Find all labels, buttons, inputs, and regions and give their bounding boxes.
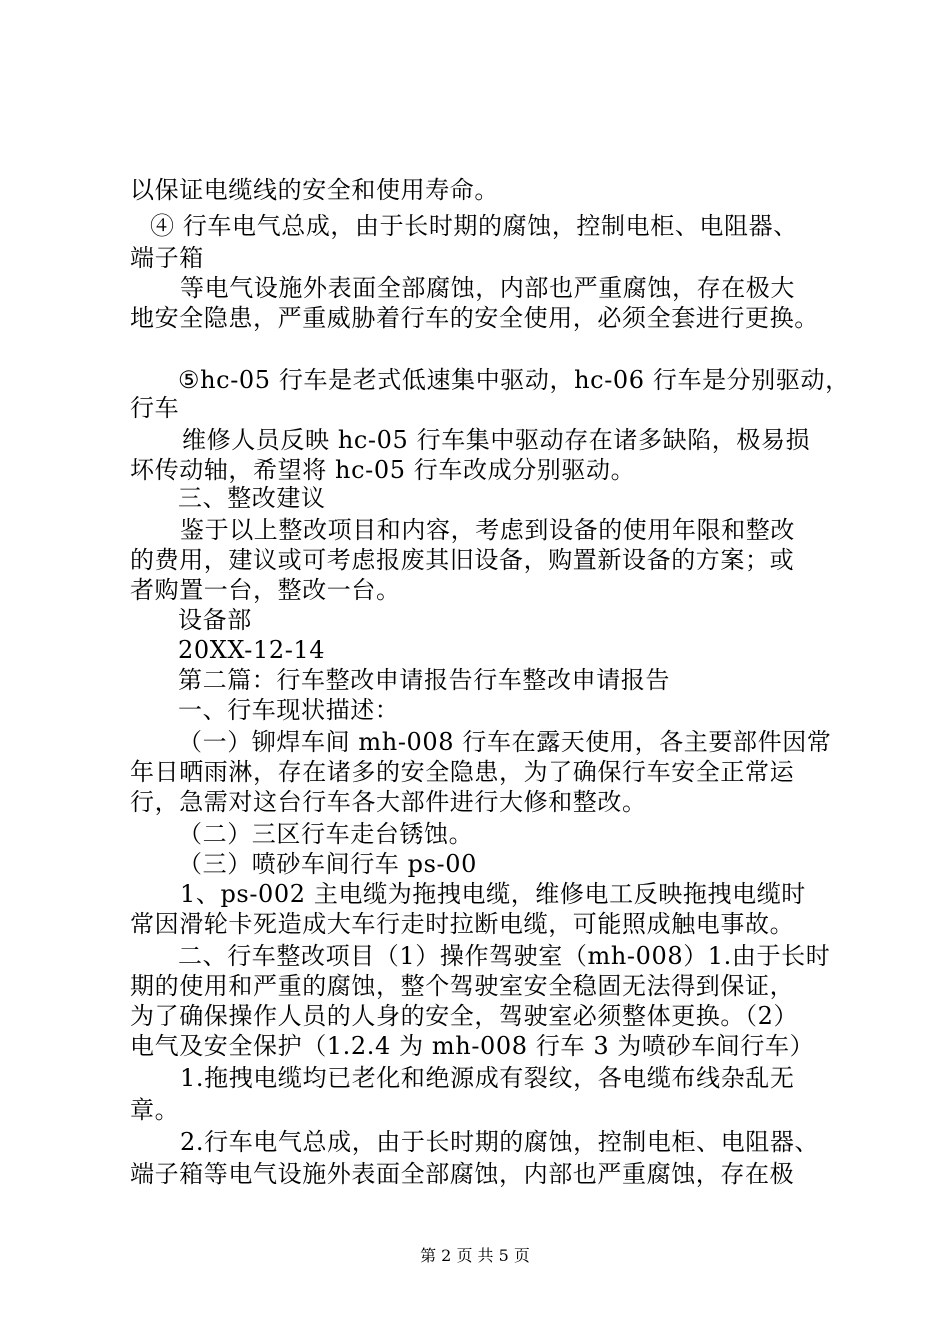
text-line: 端子箱 [130, 244, 204, 272]
text-line: （三）喷砂车间行车 ps-00 [178, 850, 477, 878]
text-line: ④ 行车电气总成，由于长时期的腐蚀，控制电柜、电阻器、 [150, 212, 798, 240]
text-line: 行，急需对这台行车各大部件进行大修和整改。 [130, 788, 647, 816]
text-line: 坏传动轴，希望将 hc-05 行车改成分别驱动。 [130, 456, 636, 484]
text-line: 二、行车整改项目（1）操作驾驶室（mh-008）1.由于长时 [178, 942, 831, 970]
section-heading: 三、整改建议 [178, 484, 326, 512]
text-line: 维修人员反映 hc-05 行车集中驱动存在诸多缺陷，极易损 [182, 426, 811, 454]
text-line: 1、ps-002 主电缆为拖拽电缆，维修电工反映拖拽电缆时 [180, 880, 806, 908]
signature-department: 设备部 [178, 606, 252, 634]
text-line: 电气及安全保护（1.2.4 为 mh-008 行车 3 为喷砂车间行车） [130, 1032, 815, 1060]
section-heading: 一、行车现状描述： [178, 696, 400, 724]
text-line: 的费用，建议或可考虑报废其旧设备，购置新设备的方案；或 [130, 546, 795, 574]
text-line: 地安全隐患，严重威胁着行车的安全使用，必须全套进行更换。 [130, 304, 819, 332]
text-line: 以保证电缆线的安全和使用寿命。 [130, 176, 499, 204]
text-line: 者购置一台，整改一台。 [130, 576, 401, 604]
text-line: 行车 [130, 394, 180, 422]
text-line: 章。 [130, 1096, 180, 1124]
text-line: 2.行车电气总成，由于长时期的腐蚀，控制电柜、电阻器、 [180, 1128, 820, 1156]
text-line: ⑤hc-05 行车是老式低速集中驱动，hc-06 行车是分别驱动， [178, 366, 850, 394]
text-line: （一）铆焊车间 mh-008 行车在露天使用，各主要部件因常 [178, 728, 832, 756]
text-line: 1.拖拽电缆均已老化和绝源成有裂纹，各电缆布线杂乱无 [180, 1064, 795, 1092]
text-line: 期的使用和严重的腐蚀，整个驾驶室安全稳固无法得到保证， [130, 972, 795, 1000]
page-number-footer: 第 2 页 共 5 页 [420, 1246, 530, 1265]
text-line: 为了确保操作人员的人身的安全，驾驶室必须整体更换。（2） [130, 1002, 799, 1030]
text-line: （二）三区行车走台锈蚀。 [178, 820, 474, 848]
text-line: 鉴于以上整改项目和内容，考虑到设备的使用年限和整改 [180, 516, 795, 544]
text-line: 端子箱等电气设施外表面全部腐蚀，内部也严重腐蚀，存在极 [130, 1160, 795, 1188]
text-line: 常因滑轮卡死造成大车行走时拉断电缆，可能照成触电事故。 [130, 910, 795, 938]
chapter-title: 第二篇：行车整改申请报告行车整改申请报告 [178, 666, 670, 694]
text-line: 年日晒雨淋，存在诸多的安全隐患，为了确保行车安全正常运 [130, 758, 795, 786]
text-line: 等电气设施外表面全部腐蚀，内部也严重腐蚀，存在极大 [180, 274, 795, 302]
signature-date: 20XX-12-14 [178, 636, 326, 664]
